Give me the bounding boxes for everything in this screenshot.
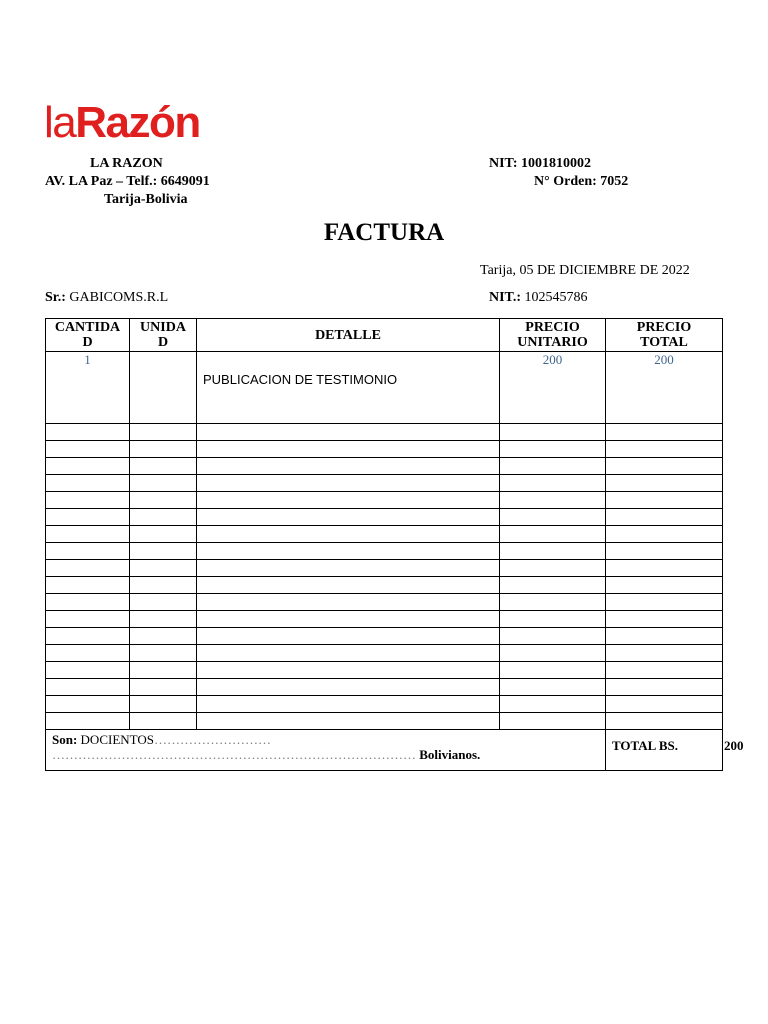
empty-cell <box>197 628 500 645</box>
empty-cell <box>500 441 606 458</box>
table-row-empty <box>46 594 723 611</box>
empty-cell <box>46 679 130 696</box>
empty-cell <box>197 645 500 662</box>
empty-cell <box>197 594 500 611</box>
empty-cell <box>130 713 197 730</box>
la-razon-logo <box>44 98 200 148</box>
empty-cell <box>197 560 500 577</box>
empty-cell <box>500 458 606 475</box>
empty-cell <box>130 577 197 594</box>
empty-cell <box>130 458 197 475</box>
empty-cell <box>46 662 130 679</box>
table-footer-row <box>46 730 723 771</box>
empty-cell <box>500 713 606 730</box>
empty-cell <box>500 492 606 509</box>
empty-cell <box>197 492 500 509</box>
empty-cell <box>130 424 197 441</box>
empty-cell <box>606 645 723 662</box>
table-row-empty <box>46 509 723 526</box>
table-row-empty <box>46 458 723 475</box>
empty-cell <box>46 475 130 492</box>
table-row-empty <box>46 662 723 679</box>
empty-cell <box>197 458 500 475</box>
cell-precio-total: 200 <box>606 352 723 424</box>
empty-cell <box>606 441 723 458</box>
total-cell <box>606 730 744 771</box>
table-row-empty <box>46 492 723 509</box>
empty-cell <box>606 662 723 679</box>
logo-part-la: la <box>44 98 76 147</box>
empty-cell <box>46 577 130 594</box>
empty-cell <box>500 577 606 594</box>
header-cantidad: CANTIDA D <box>46 319 130 352</box>
empty-cell <box>46 543 130 560</box>
empty-cell <box>197 696 500 713</box>
empty-cell <box>606 713 723 730</box>
empty-cell <box>130 628 197 645</box>
empty-cell <box>500 543 606 560</box>
table-row-empty <box>46 475 723 492</box>
empty-cell <box>606 577 723 594</box>
client-nit: 102545786 <box>524 290 588 305</box>
empty-cell <box>606 424 723 441</box>
empty-cell <box>46 509 130 526</box>
company-address: AV. LA Paz – Telf.: 6649091 <box>45 174 210 189</box>
son-label: Son: <box>52 732 78 747</box>
empty-cell <box>606 475 723 492</box>
empty-cell <box>606 560 723 577</box>
empty-cell <box>197 509 500 526</box>
empty-cell <box>46 713 130 730</box>
empty-cell <box>197 713 500 730</box>
empty-cell <box>46 696 130 713</box>
empty-cell <box>46 560 130 577</box>
empty-cell <box>500 560 606 577</box>
empty-cell <box>130 475 197 492</box>
empty-cell <box>130 543 197 560</box>
table-row-empty <box>46 526 723 543</box>
header-precio-unitario: PRECIO UNITARIO <box>500 319 606 352</box>
empty-cell <box>46 441 130 458</box>
son-dots: ……………………… <box>153 732 271 747</box>
total-label: TOTAL BS. <box>612 738 678 753</box>
cell-precio-unitario: 200 <box>500 352 606 424</box>
empty-cell <box>197 441 500 458</box>
empty-cell <box>130 645 197 662</box>
line-dots: ………………………………………………………………………… <box>52 747 416 762</box>
empty-cell <box>130 594 197 611</box>
table-row-empty <box>46 543 723 560</box>
company-nit: NIT: 1001810002 <box>489 156 592 171</box>
empty-cell <box>46 526 130 543</box>
empty-cell <box>197 543 500 560</box>
empty-cell <box>46 645 130 662</box>
empty-cell <box>130 662 197 679</box>
empty-cell <box>606 628 723 645</box>
empty-cell <box>500 594 606 611</box>
amount-in-words <box>46 730 606 771</box>
client-label: Sr.: <box>45 290 66 305</box>
empty-cell <box>500 696 606 713</box>
document-title: FACTURA <box>323 219 445 246</box>
empty-cell <box>130 560 197 577</box>
empty-cell <box>197 662 500 679</box>
table-row-empty <box>46 713 723 730</box>
empty-cell <box>130 696 197 713</box>
empty-cell <box>500 679 606 696</box>
table-row-empty <box>46 696 723 713</box>
empty-cell <box>500 475 606 492</box>
empty-cell <box>46 424 130 441</box>
empty-cell <box>606 526 723 543</box>
empty-cell <box>46 628 130 645</box>
table-row-empty <box>46 424 723 441</box>
empty-cell <box>130 441 197 458</box>
empty-cell <box>46 611 130 628</box>
table-row-empty <box>46 645 723 662</box>
table-row-empty <box>46 628 723 645</box>
empty-cell <box>197 475 500 492</box>
header-unidad: UNIDA D <box>130 319 197 352</box>
table-row-empty <box>46 441 723 458</box>
empty-cell <box>197 526 500 543</box>
empty-cell <box>606 611 723 628</box>
empty-cell <box>197 679 500 696</box>
empty-cell <box>606 458 723 475</box>
order-number: N° Orden: 7052 <box>534 174 629 189</box>
empty-cell <box>500 662 606 679</box>
table-row-empty <box>46 560 723 577</box>
empty-cell <box>500 526 606 543</box>
empty-cell <box>500 628 606 645</box>
empty-cell <box>606 696 723 713</box>
invoice-table <box>45 318 744 771</box>
empty-cell <box>500 424 606 441</box>
empty-cell <box>130 526 197 543</box>
company-city: Tarija-Bolivia <box>104 192 188 207</box>
table-row-empty <box>46 577 723 594</box>
client-nit-label: NIT.: <box>489 290 522 305</box>
empty-cell <box>130 679 197 696</box>
currency-label: Bolivianos. <box>419 747 481 762</box>
cell-cantidad: 1 <box>46 352 130 424</box>
empty-cell <box>46 492 130 509</box>
header-detalle: DETALLE <box>197 319 500 352</box>
invoice-date: Tarija, 05 DE DICIEMBRE DE 2022 <box>480 263 690 278</box>
empty-cell <box>606 594 723 611</box>
logo-part-razon: Razón <box>75 98 200 147</box>
empty-cell <box>197 611 500 628</box>
empty-cell <box>46 458 130 475</box>
empty-cell <box>130 611 197 628</box>
empty-cell <box>130 509 197 526</box>
table-header-row <box>46 319 723 352</box>
client-name: GABICOMS.R.L <box>69 290 169 305</box>
son-value: DOCIENTOS <box>80 732 154 747</box>
empty-cell <box>606 679 723 696</box>
empty-cell <box>500 645 606 662</box>
cell-detalle: PUBLICACION DE TESTIMONIO <box>197 352 500 424</box>
total-value: 200 <box>724 738 744 753</box>
empty-cell <box>197 424 500 441</box>
empty-cell <box>197 577 500 594</box>
empty-cell <box>500 509 606 526</box>
empty-cell <box>46 594 130 611</box>
table-row-empty <box>46 611 723 628</box>
empty-cell <box>606 492 723 509</box>
client-line <box>45 289 168 307</box>
company-name: LA RAZON <box>90 156 163 171</box>
empty-cell <box>606 543 723 560</box>
table-row <box>46 352 723 424</box>
client-nit-line <box>489 289 588 307</box>
table-row-empty <box>46 679 723 696</box>
header-precio-total: PRECIO TOTAL <box>606 319 723 352</box>
cell-unidad <box>130 352 197 424</box>
empty-cell <box>500 611 606 628</box>
empty-cell <box>130 492 197 509</box>
empty-cell <box>606 509 723 526</box>
